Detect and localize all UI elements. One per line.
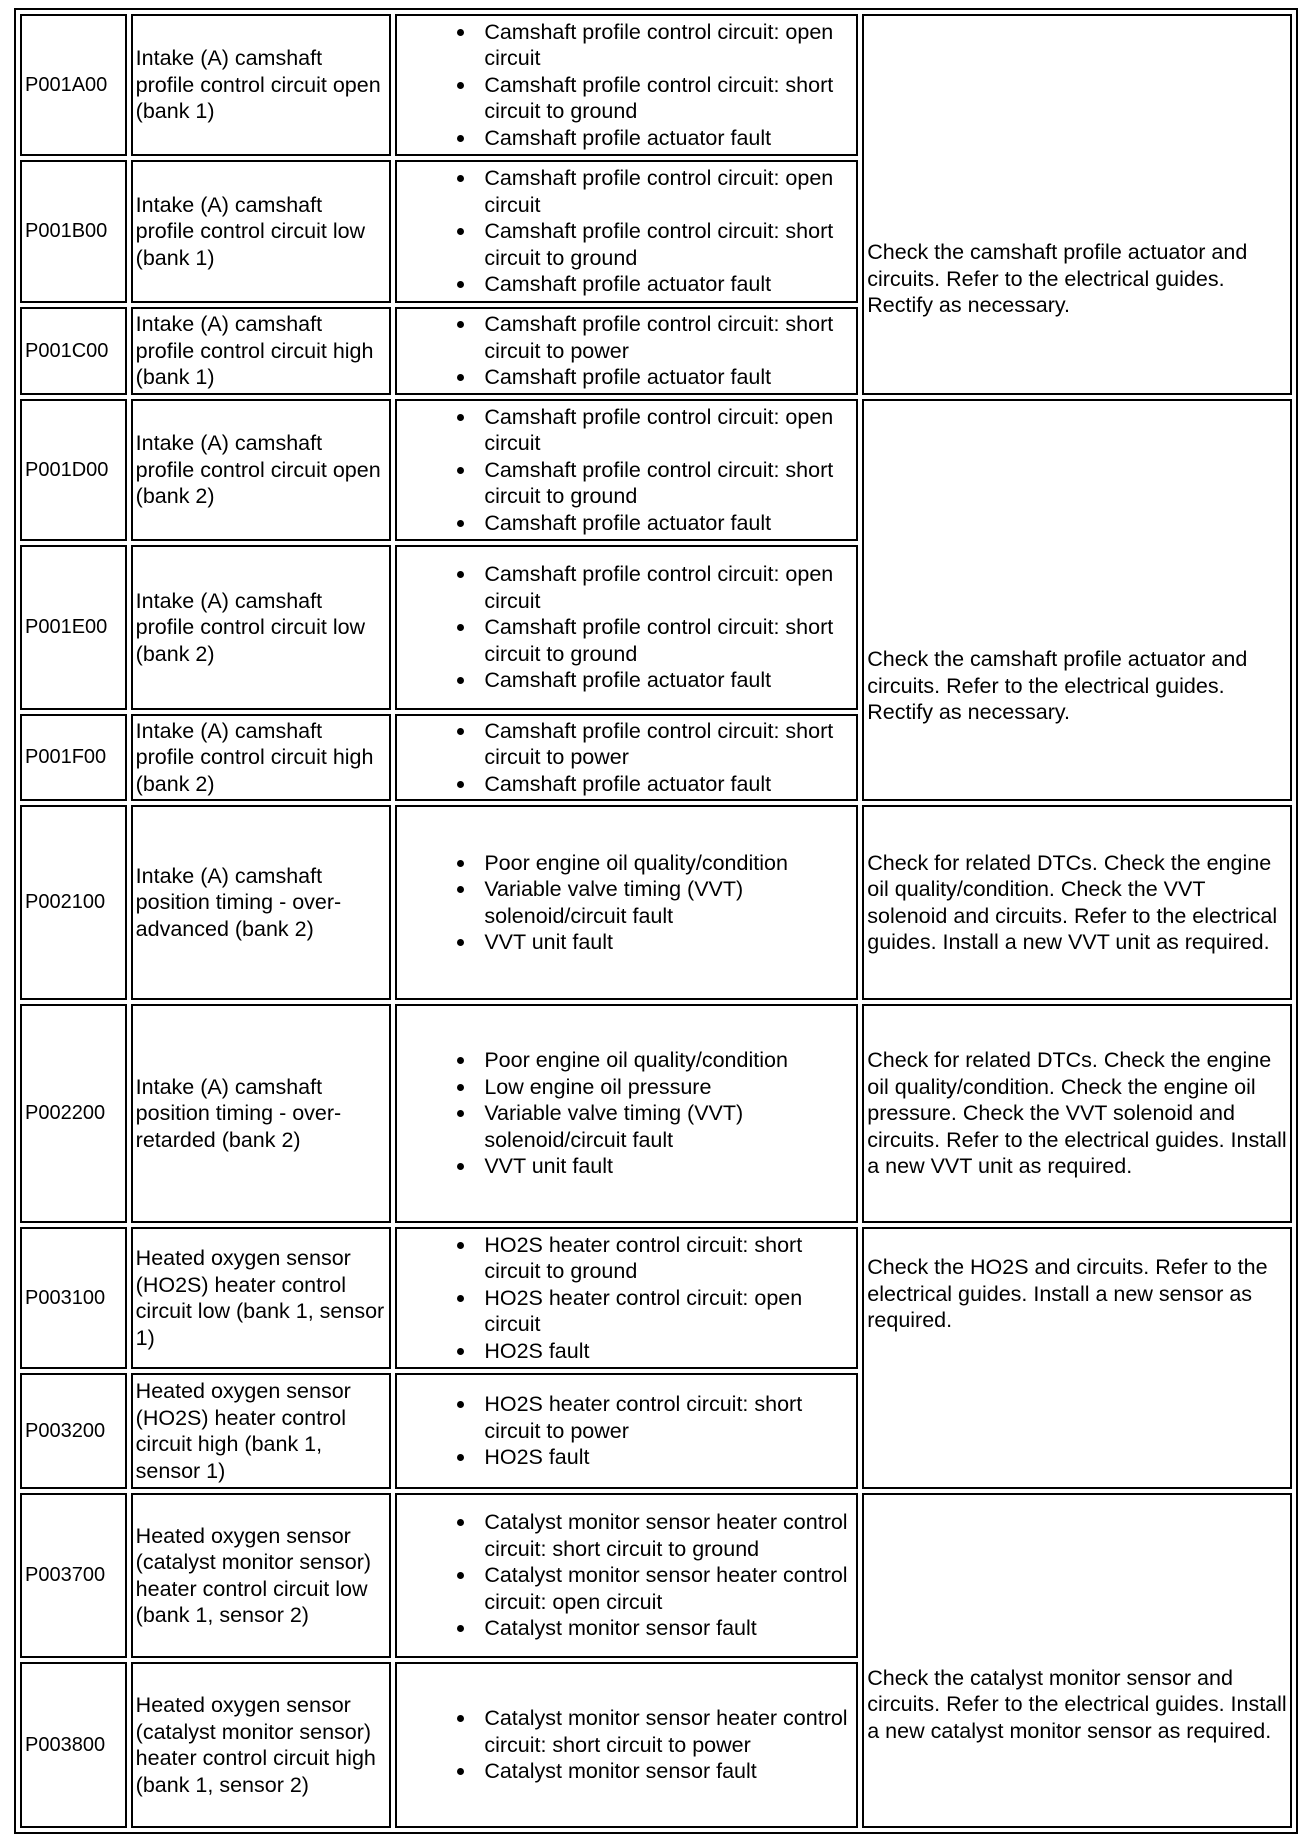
action-text: Check the camshaft profile actuator and circuits. Refer to the electrical guides. Rectify as necessary. [867, 647, 1248, 725]
cause-item: Poor engine oil quality/condition [484, 1047, 853, 1074]
dtc-description: Heated oxygen sensor (HO2S) heater control circuit high (bank 1, sensor 1) [131, 1373, 392, 1489]
cause-item: HO2S fault [484, 1338, 853, 1365]
dtc-code: P001B00 [20, 160, 127, 303]
cause-item: Camshaft profile control circuit: short circuit to ground [484, 218, 853, 271]
dtc-code: P001C00 [20, 307, 127, 395]
cause-item: Camshaft profile actuator fault [484, 364, 853, 391]
cause-item: Camshaft profile actuator fault [484, 771, 853, 798]
possible-causes [395, 805, 858, 1000]
dtc-description: Heated oxygen sensor (HO2S) heater control circuit low (bank 1, sensor 1) [131, 1227, 392, 1369]
dtc-description: Intake (A) camshaft profile control circuit open (bank 1) [131, 14, 392, 156]
table-row [20, 1227, 1292, 1369]
action-cell [862, 399, 1292, 801]
dtc-code: P003100 [20, 1227, 127, 1369]
cause-item: Camshaft profile actuator fault [484, 667, 853, 694]
action-text: Check for related DTCs. Check the engine oil quality/condition. Check the VVT solenoid and circuits. Refer to the electrical guides. Install a new VVT unit as required. [867, 850, 1278, 954]
cause-item: Catalyst monitor sensor fault [484, 1615, 853, 1642]
cause-item: Catalyst monitor sensor heater control circuit: open circuit [484, 1562, 853, 1615]
dtc-description: Heated oxygen sensor (catalyst monitor sensor) heater control circuit low (bank 1, sensor 2) [131, 1493, 392, 1658]
dtc-description: Intake (A) camshaft profile control circuit high (bank 2) [131, 714, 392, 801]
dtc-code: P001E00 [20, 545, 127, 710]
action-cell [862, 1004, 1292, 1223]
dtc-code: P003700 [20, 1493, 127, 1658]
dtc-description: Intake (A) camshaft profile control circuit open (bank 2) [131, 399, 392, 541]
dtc-description: Intake (A) camshaft profile control circuit low (bank 2) [131, 545, 392, 710]
cause-item: Variable valve timing (VVT) solenoid/circuit fault [484, 1100, 853, 1153]
possible-causes [395, 14, 858, 156]
table-row [20, 399, 1292, 541]
action-text: Check the camshaft profile actuator and circuits. Refer to the electrical guides. Rectify as necessary. [867, 240, 1248, 318]
table-row [20, 1493, 1292, 1658]
cause-item: HO2S heater control circuit: open circuit [484, 1285, 853, 1338]
action-text: Check the catalyst monitor sensor and circuits. Refer to the electrical guides. Install a new catalyst monitor sensor as required. [867, 1665, 1287, 1743]
possible-causes [395, 307, 858, 395]
cause-item: Camshaft profile control circuit: open circuit [484, 404, 853, 457]
possible-causes [395, 1493, 858, 1658]
cause-item: Camshaft profile control circuit: short circuit to power [484, 311, 853, 364]
cause-item: Variable valve timing (VVT) solenoid/circuit fault [484, 876, 853, 929]
dtc-description: Intake (A) camshaft position timing - over-advanced (bank 2) [131, 805, 392, 1000]
dtc-code: P001A00 [20, 14, 127, 156]
cause-item: Camshaft profile control circuit: short circuit to power [484, 718, 853, 771]
cause-item: Catalyst monitor sensor heater control circuit: short circuit to power [484, 1705, 853, 1758]
dtc-description: Intake (A) camshaft profile control circuit high (bank 1) [131, 307, 392, 395]
possible-causes [395, 1373, 858, 1489]
action-cell [862, 1227, 1292, 1489]
cause-item: Camshaft profile control circuit: open circuit [484, 561, 853, 614]
possible-causes [395, 160, 858, 303]
table-row [20, 805, 1292, 1000]
action-text: Check the HO2S and circuits. Refer to the electrical guides. Install a new sensor as required. [867, 1255, 1268, 1332]
action-text: Check for related DTCs. Check the engine oil quality/condition. Check the engine oil pressure. Check the VVT solenoid and circuits. Refer to the electrical guides. Install a new VVT unit as required. [867, 1048, 1287, 1179]
possible-causes [395, 1227, 858, 1369]
cause-item: Camshaft profile actuator fault [484, 125, 853, 152]
cause-item: Camshaft profile control circuit: short circuit to ground [484, 457, 853, 510]
dtc-code: P002200 [20, 1004, 127, 1223]
cause-item: Camshaft profile actuator fault [484, 510, 853, 537]
possible-causes [395, 545, 858, 710]
action-cell [862, 1493, 1292, 1828]
dtc-description: Intake (A) camshaft profile control circuit low (bank 1) [131, 160, 392, 303]
action-cell [862, 805, 1292, 1000]
dtc-code: P002100 [20, 805, 127, 1000]
possible-causes [395, 1662, 858, 1828]
cause-item: HO2S fault [484, 1444, 853, 1471]
cause-item: HO2S heater control circuit: short circuit to ground [484, 1232, 853, 1285]
table-row [20, 1004, 1292, 1223]
dtc-code: P003200 [20, 1373, 127, 1489]
table-row [20, 14, 1292, 156]
cause-item: VVT unit fault [484, 929, 853, 956]
action-cell [862, 14, 1292, 395]
cause-item: Poor engine oil quality/condition [484, 850, 853, 877]
cause-item: Camshaft profile control circuit: short circuit to ground [484, 614, 853, 667]
cause-item: VVT unit fault [484, 1153, 853, 1180]
possible-causes [395, 714, 858, 801]
dtc-description: Heated oxygen sensor (catalyst monitor sensor) heater control circuit high (bank 1, sensor 2) [131, 1662, 392, 1828]
cause-item: Camshaft profile control circuit: short circuit to ground [484, 72, 853, 125]
cause-item: Camshaft profile actuator fault [484, 271, 853, 298]
cause-item: Camshaft profile control circuit: open circuit [484, 19, 853, 72]
dtc-code: P001D00 [20, 399, 127, 541]
cause-item: Catalyst monitor sensor fault [484, 1758, 853, 1785]
cause-item: Camshaft profile control circuit: open circuit [484, 165, 853, 218]
dtc-code: P001F00 [20, 714, 127, 801]
cause-item: HO2S heater control circuit: short circuit to power [484, 1391, 853, 1444]
dtc-description: Intake (A) camshaft position timing - over-retarded (bank 2) [131, 1004, 392, 1223]
possible-causes [395, 399, 858, 541]
possible-causes [395, 1004, 858, 1223]
dtc-table [14, 8, 1298, 1834]
dtc-code: P003800 [20, 1662, 127, 1828]
cause-item: Low engine oil pressure [484, 1074, 853, 1101]
cause-item: Catalyst monitor sensor heater control circuit: short circuit to ground [484, 1509, 853, 1562]
